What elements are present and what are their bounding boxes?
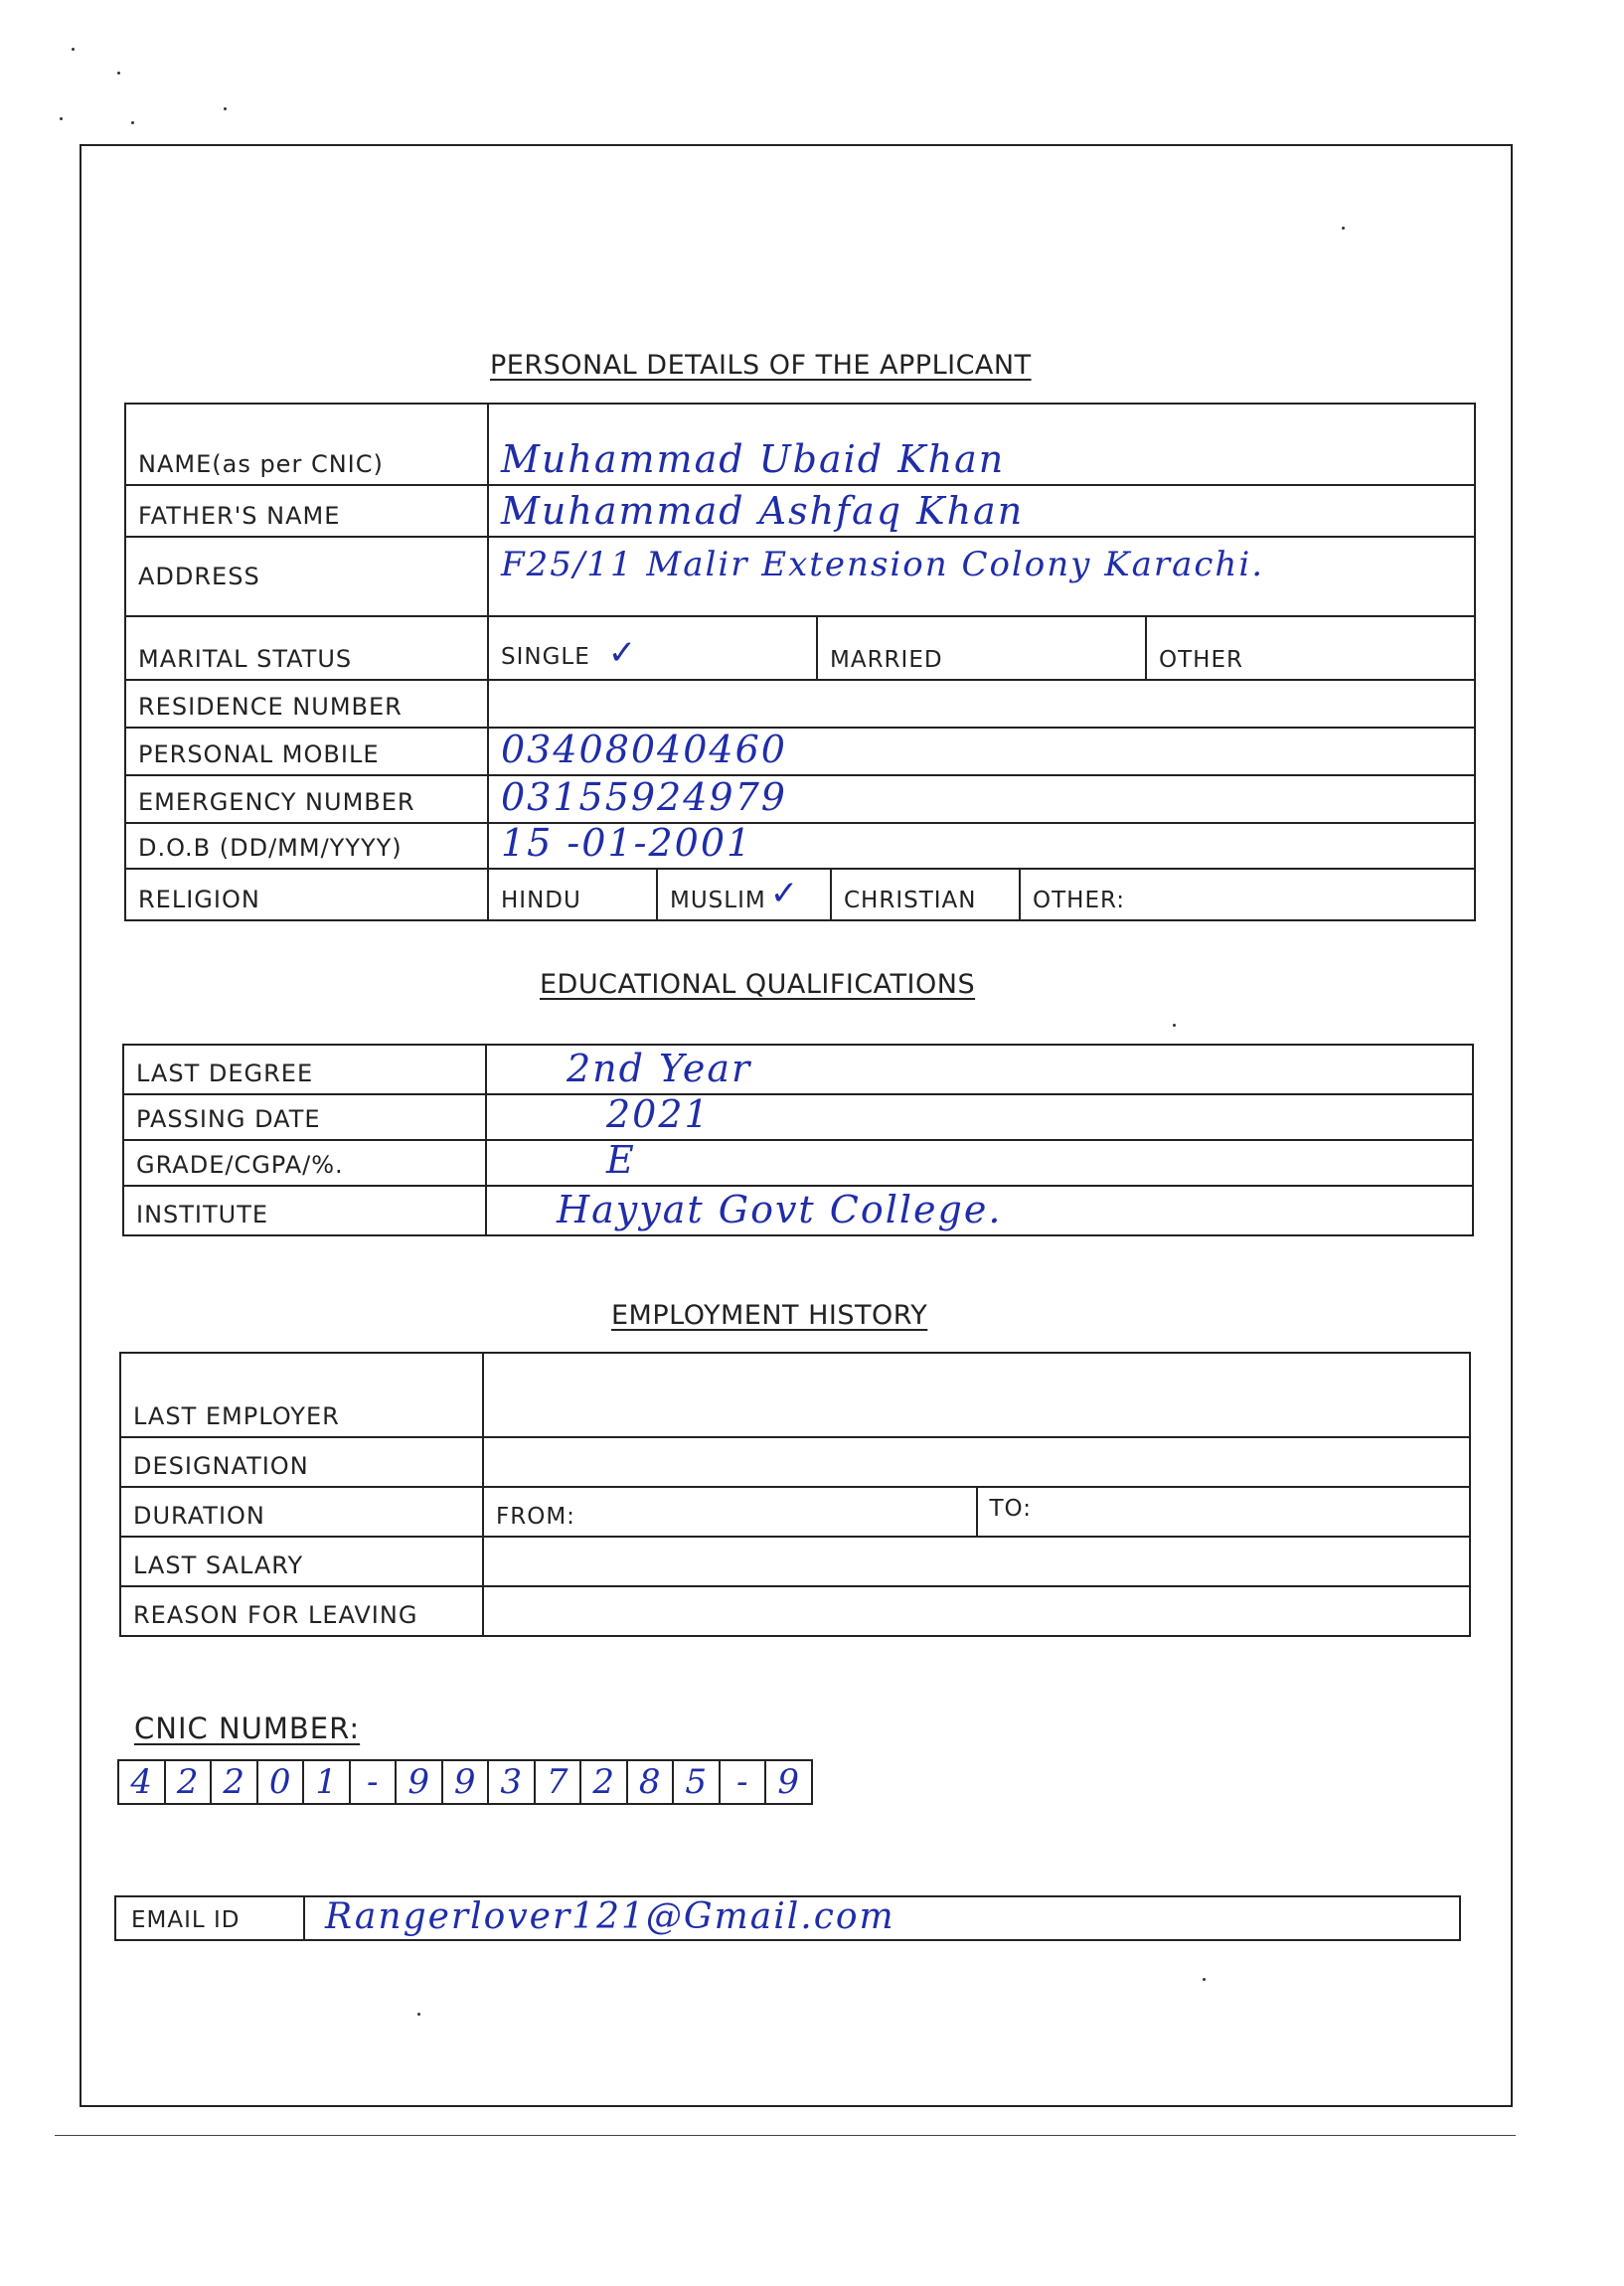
cnic-separator-box: - xyxy=(721,1759,767,1805)
religion-option-hindu[interactable]: HINDU xyxy=(489,870,658,919)
father-name-label: FATHER'S NAME xyxy=(125,485,488,537)
cnic-digit-box[interactable]: 9 xyxy=(397,1759,443,1805)
name-label: NAME(as per CNIC) xyxy=(125,404,488,485)
name-field[interactable] xyxy=(488,404,1475,485)
duration-label: DURATION xyxy=(120,1487,483,1537)
address-value: F25/11 Malir Extension Colony Karachi. xyxy=(501,545,1265,584)
grade-field[interactable] xyxy=(486,1140,1473,1186)
institute-field[interactable] xyxy=(486,1186,1473,1235)
cnic-digit-box[interactable]: 0 xyxy=(258,1759,305,1805)
scan-speck xyxy=(417,2013,420,2016)
institute-label: INSTITUTE xyxy=(123,1186,486,1235)
residence-number-field[interactable] xyxy=(488,680,1475,728)
religion-label: RELIGION xyxy=(125,869,488,920)
address-field[interactable] xyxy=(488,537,1475,616)
reason-for-leaving-field[interactable] xyxy=(483,1586,1470,1636)
marital-option-other[interactable]: OTHER xyxy=(1146,616,1475,680)
grade-value: E xyxy=(606,1140,636,1182)
employment-history-title: EMPLOYMENT HISTORY xyxy=(611,1300,928,1331)
duration-from-field[interactable]: FROM: xyxy=(483,1487,977,1537)
cnic-digit-box[interactable]: 9 xyxy=(766,1759,813,1805)
last-employer-field[interactable] xyxy=(483,1353,1470,1437)
designation-field[interactable] xyxy=(483,1437,1470,1487)
last-degree-field[interactable] xyxy=(486,1045,1473,1094)
muslim-check-icon: ✓ xyxy=(769,874,800,913)
email-value: Rangerlover121@Gmail.com xyxy=(325,1896,895,1937)
marital-status-label: MARITAL STATUS xyxy=(125,616,488,680)
email-row xyxy=(114,1895,1461,1941)
scan-speck xyxy=(1173,1024,1176,1027)
last-salary-label: LAST SALARY xyxy=(120,1537,483,1586)
cnic-digit-box[interactable]: 4 xyxy=(119,1759,166,1805)
personal-details-title: PERSONAL DETAILS OF THE APPLICANT xyxy=(490,350,1032,381)
residence-number-label: RESIDENCE NUMBER xyxy=(125,680,488,728)
father-name-value: Muhammad Ashfaq Khan xyxy=(501,489,1025,533)
address-label: ADDRESS xyxy=(125,537,488,616)
cnic-digit-box[interactable]: 5 xyxy=(674,1759,721,1805)
cnic-digit-box[interactable]: 2 xyxy=(212,1759,258,1805)
emergency-number-label: EMERGENCY NUMBER xyxy=(125,775,488,823)
personal-mobile-label: PERSONAL MOBILE xyxy=(125,728,488,775)
religion-option-other[interactable]: OTHER: xyxy=(1033,888,1126,913)
designation-label: DESIGNATION xyxy=(120,1437,483,1487)
cnic-digit-box[interactable]: 9 xyxy=(443,1759,490,1805)
cnic-digit-box[interactable]: 7 xyxy=(536,1759,582,1805)
cnic-number-boxes xyxy=(117,1759,813,1805)
scan-speck xyxy=(1342,227,1345,230)
scan-speck xyxy=(117,72,120,75)
email-label: EMAIL ID xyxy=(116,1897,305,1939)
scan-speck xyxy=(60,117,63,120)
single-check-icon: ✓ xyxy=(607,633,638,673)
scan-speck xyxy=(224,107,227,110)
dob-value: 15 -01-2001 xyxy=(501,823,753,865)
religion-option-muslim[interactable]: MUSLIM ✓ xyxy=(658,870,832,919)
last-employer-label: LAST EMPLOYER xyxy=(120,1353,483,1437)
cnic-digit-box[interactable]: 3 xyxy=(489,1759,536,1805)
cnic-digit-box[interactable]: 8 xyxy=(628,1759,675,1805)
cnic-digit-box[interactable]: 2 xyxy=(581,1759,628,1805)
personal-mobile-value: 03408040460 xyxy=(501,728,787,771)
dob-field[interactable] xyxy=(488,823,1475,869)
scan-speck xyxy=(72,48,75,51)
religion-option-christian[interactable]: CHRISTIAN xyxy=(832,870,1021,919)
scan-speck xyxy=(1203,1978,1206,1981)
page-bottom-rule xyxy=(55,2135,1516,2136)
email-field[interactable] xyxy=(305,1897,895,1939)
employment-table xyxy=(119,1352,1471,1637)
name-value: Muhammad Ubaid Khan xyxy=(501,437,1006,481)
personal-details-table xyxy=(124,403,1476,921)
duration-to-field[interactable]: TO: xyxy=(977,1487,1471,1537)
cnic-digit-box[interactable]: 1 xyxy=(304,1759,351,1805)
scan-speck xyxy=(131,121,134,124)
cnic-digit-box[interactable]: 2 xyxy=(166,1759,213,1805)
personal-mobile-field[interactable] xyxy=(488,728,1475,775)
last-degree-label: LAST DEGREE xyxy=(123,1045,486,1094)
institute-value: Hayyat Govt College. xyxy=(557,1188,1003,1231)
emergency-number-value: 03155924979 xyxy=(501,775,787,819)
religion-options xyxy=(488,869,1475,920)
passing-date-label: PASSING DATE xyxy=(123,1094,486,1140)
dob-label: D.O.B (DD/MM/YYYY) xyxy=(125,823,488,869)
education-table xyxy=(122,1044,1474,1236)
last-degree-value: 2nd Year xyxy=(567,1047,752,1090)
emergency-number-field[interactable] xyxy=(488,775,1475,823)
last-salary-field[interactable] xyxy=(483,1537,1470,1586)
marital-option-single[interactable]: SINGLE ✓ xyxy=(488,616,817,680)
cnic-separator-box: - xyxy=(351,1759,398,1805)
grade-label: GRADE/CGPA/%. xyxy=(123,1140,486,1186)
passing-date-value: 2021 xyxy=(606,1094,711,1136)
father-name-field[interactable] xyxy=(488,485,1475,537)
passing-date-field[interactable] xyxy=(486,1094,1473,1140)
marital-option-married[interactable]: MARRIED xyxy=(817,616,1146,680)
cnic-number-label: CNIC NUMBER: xyxy=(134,1712,361,1745)
reason-for-leaving-label: REASON FOR LEAVING xyxy=(120,1586,483,1636)
educational-qualifications-title: EDUCATIONAL QUALIFICATIONS xyxy=(540,969,976,1000)
